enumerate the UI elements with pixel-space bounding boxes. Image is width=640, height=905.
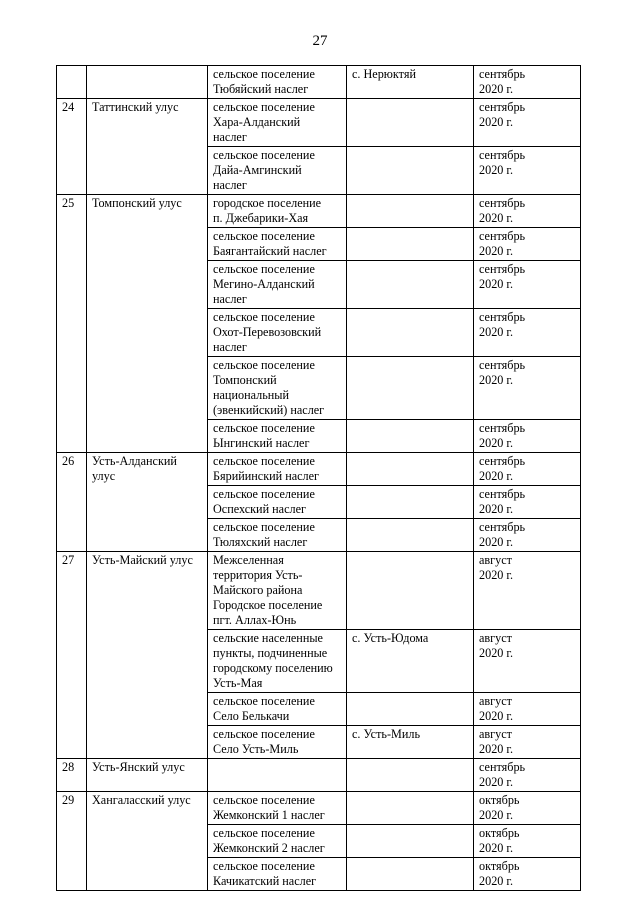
table-row [57, 99, 581, 147]
settlement-cell [208, 759, 347, 792]
row-number-cell: 26 [57, 453, 87, 552]
location-cell [347, 309, 474, 357]
settlement-cell: сельское поселение Бярийинский наслег [208, 453, 347, 486]
table-row [57, 66, 581, 99]
table-row [57, 195, 581, 228]
date-cell: сентябрь 2020 г. [474, 357, 581, 420]
district-cell: Усть-Майский улус [87, 552, 208, 759]
location-cell [347, 858, 474, 891]
date-cell: сентябрь 2020 г. [474, 486, 581, 519]
location-cell: с. Усть-Миль [347, 726, 474, 759]
location-cell [347, 261, 474, 309]
settlement-cell: сельское поселение Оспехский наслег [208, 486, 347, 519]
district-cell: Томпонский улус [87, 195, 208, 453]
row-number-cell [57, 66, 87, 99]
page-number: 27 [312, 33, 328, 49]
district-cell: Усть-Янский улус [87, 759, 208, 792]
date-cell: сентябрь 2020 г. [474, 99, 581, 147]
location-cell [347, 792, 474, 825]
location-cell [347, 195, 474, 228]
settlement-cell: сельское поселение Тюбяйский наслег [208, 66, 347, 99]
location-cell: с. Усть-Юдома [347, 630, 474, 693]
settlement-cell: Межселенная территория Усть- Майского района Городское поселение пгт. Аллах-Юнь [208, 552, 347, 630]
date-cell: сентябрь 2020 г. [474, 228, 581, 261]
date-cell: сентябрь 2020 г. [474, 261, 581, 309]
date-cell: август 2020 г. [474, 630, 581, 693]
table-row [57, 792, 581, 825]
settlement-cell: сельское поселение Село Усть-Миль [208, 726, 347, 759]
table-row [57, 552, 581, 630]
location-cell [347, 147, 474, 195]
date-cell: сентябрь 2020 г. [474, 195, 581, 228]
date-cell: август 2020 г. [474, 726, 581, 759]
row-number-cell: 28 [57, 759, 87, 792]
schedule-table [56, 65, 581, 891]
date-cell: сентябрь 2020 г. [474, 147, 581, 195]
settlement-cell: сельское поселение Жемконский 1 наслег [208, 792, 347, 825]
settlement-cell: сельское поселение Качикатский наслег [208, 858, 347, 891]
row-number-cell: 24 [57, 99, 87, 195]
location-cell [347, 99, 474, 147]
settlement-cell: сельское поселение Село Белькачи [208, 693, 347, 726]
location-cell [347, 357, 474, 420]
settlement-cell: сельское поселение Охот-Перевозовский наслег [208, 309, 347, 357]
location-cell [347, 825, 474, 858]
date-cell: сентябрь 2020 г. [474, 66, 581, 99]
row-number-cell: 25 [57, 195, 87, 453]
table-row [57, 759, 581, 792]
location-cell [347, 693, 474, 726]
date-cell: октябрь 2020 г. [474, 792, 581, 825]
settlement-cell: сельское поселение Жемконский 2 наслег [208, 825, 347, 858]
settlement-cell: сельское поселение Томпонский национальный (эвенкийский) наслег [208, 357, 347, 420]
location-cell [347, 453, 474, 486]
date-cell: сентябрь 2020 г. [474, 759, 581, 792]
location-cell [347, 486, 474, 519]
row-number-cell: 29 [57, 792, 87, 891]
settlement-cell: сельское поселение Дайа-Амгинский наслег [208, 147, 347, 195]
location-cell [347, 228, 474, 261]
table-row [57, 453, 581, 486]
date-cell: сентябрь 2020 г. [474, 420, 581, 453]
settlement-cell: сельское поселение Хара-Алданский наслег [208, 99, 347, 147]
settlement-cell: сельское поселение Ынгинский наслег [208, 420, 347, 453]
location-cell [347, 552, 474, 630]
date-cell: август 2020 г. [474, 693, 581, 726]
location-cell [347, 420, 474, 453]
settlement-cell: сельское поселение Тюляхский наслег [208, 519, 347, 552]
date-cell: октябрь 2020 г. [474, 858, 581, 891]
district-cell: Таттинский улус [87, 99, 208, 195]
location-cell [347, 519, 474, 552]
date-cell: сентябрь 2020 г. [474, 519, 581, 552]
district-cell: Усть-Алданский улус [87, 453, 208, 552]
settlement-cell: сельское поселение Мегино-Алданский наслег [208, 261, 347, 309]
location-cell: с. Нерюктяй [347, 66, 474, 99]
date-cell: август 2020 г. [474, 552, 581, 630]
location-cell [347, 759, 474, 792]
row-number-cell: 27 [57, 552, 87, 759]
date-cell: октябрь 2020 г. [474, 825, 581, 858]
settlement-cell: сельское поселение Баягантайский наслег [208, 228, 347, 261]
date-cell: сентябрь 2020 г. [474, 453, 581, 486]
settlement-cell: сельские населенные пункты, подчиненные городскому поселению Усть-Мая [208, 630, 347, 693]
district-cell: Хангаласский улус [87, 792, 208, 891]
date-cell: сентябрь 2020 г. [474, 309, 581, 357]
settlement-cell: городское поселение п. Джебарики-Хая [208, 195, 347, 228]
district-cell [87, 66, 208, 99]
